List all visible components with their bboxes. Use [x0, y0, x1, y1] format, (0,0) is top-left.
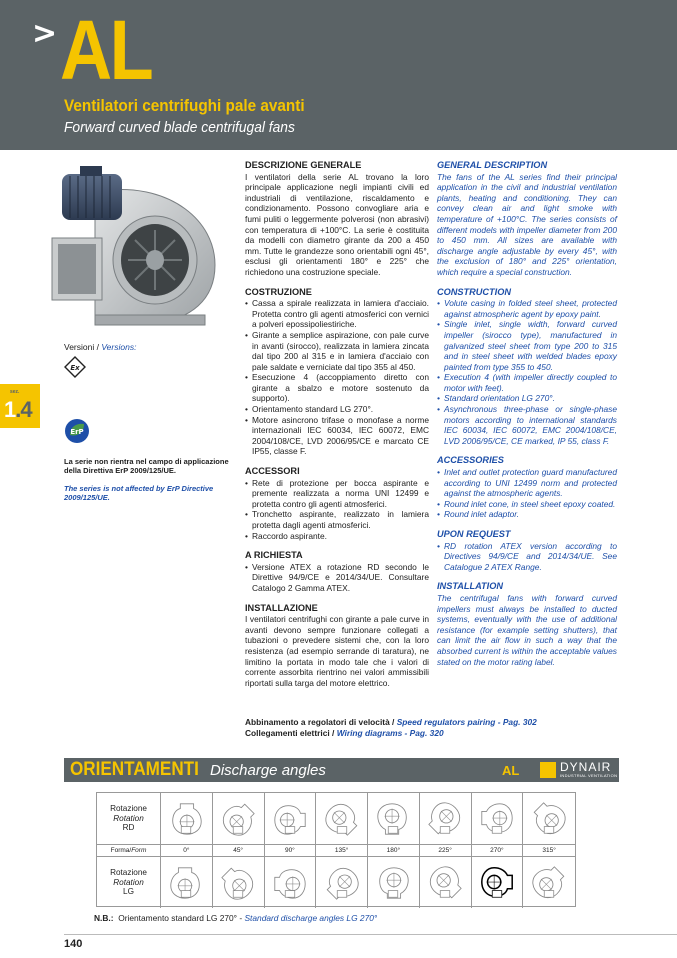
orientation-cell	[265, 793, 317, 844]
paragraph: The fans of the AL series find their principal application in the civil and industrial ventilation plants, heating and conditioning. They can convey clean air and light smoke with temperature of +100°C. The series consists of different models with impeller diameter from 200 to 450 mm. All sizes are available with discharge angle adjustable by every 45°, with the exclusion of 180° and 225° orientation, which require a special construction.	[437, 171, 617, 277]
erp-note-english: The series is not affected by ErP Directive 2009/125/UE.	[64, 484, 214, 502]
section-heading: GENERAL DESCRIPTION	[437, 160, 548, 170]
orientation-cell	[316, 857, 368, 908]
orientation-cell	[420, 793, 472, 844]
italian-construction	[245, 287, 429, 458]
orientations-title-english: Discharge angles	[210, 762, 326, 779]
section-label: sez.	[10, 389, 20, 395]
list-item: • Single inlet, single width, forward curved impeller (sirocco type), manufactured in galvanized steel sheet from type 200 to 315 and in steel sheet with welded blades epoxy painted from type 355 to 450.	[437, 319, 617, 372]
orientations-header	[64, 758, 619, 782]
rotation-rd-row	[97, 793, 575, 845]
paragraph: I ventilatori centrifughi con girante a pale curve in avanti devono sempre funzionare collegati a tubazioni o prevedere sistemi che, con la loro resistenza (ad esempio serrande di taratura), ne limitino la portata in modo tale che i valori di corrente assorbita rientrino nei valori ammissibili riportati sulla targa del motore elettrico.	[245, 614, 429, 688]
angle-label: 135°	[316, 845, 368, 856]
fan-product-photo	[0, 160, 233, 338]
paragraph: I ventilatori della serie AL trovano la loro principale applicazione negli impianti civili ed industriali di ventilazione, riscaldamento e condizionamento. Possono convogliare aria e fumi puliti o leggermente polverosi (non abrasivi) con temperatura di +100°C. La serie è costituita da modelli con diametro girante da 200 a 450 mm. Tutte le grandezze sono orientabili ogni 45°, esclusi gli orientamenti 180° e 225° che richiedono una costruzione speciale.	[245, 171, 429, 277]
fan-orientation-icon	[167, 863, 205, 903]
italian-column	[245, 160, 429, 697]
fan-orientation-icon	[323, 799, 361, 839]
list-item: • Versione ATEX a rotazione RD secondo le Direttive 94/9/CE e 2014/34/UE. Consultare Catalogo 2 Gamma ATEX.	[245, 562, 429, 594]
rotation-lg-row	[97, 857, 575, 908]
angle-label: 45°	[213, 845, 265, 856]
english-installation	[437, 581, 617, 667]
english-column	[437, 160, 617, 676]
title-english: Forward curved blade centrifugal fans	[64, 119, 295, 136]
orientation-cell	[213, 793, 265, 844]
section-heading: ACCESSORIES	[437, 455, 504, 466]
wiring-diagrams-link[interactable]: Collegamenti elettrici / Wiring diagrams - Pag. 320	[245, 728, 444, 738]
versions-label: Versioni / Versions:	[64, 342, 137, 352]
orientation-cell	[161, 857, 213, 908]
fan-orientation-icon	[219, 863, 257, 903]
angle-label: 270°	[472, 845, 524, 856]
fan-orientation-icon	[530, 863, 568, 903]
discharge-angles-table	[96, 792, 576, 907]
dynair-mark-icon	[540, 762, 556, 778]
list-item: • Asynchronous three-phase or single-phase motors according to international standards IEC 60034, IEC 60072, EMC 2004/108/CE, LVD 2006/95/CE, CE marked, IP 55, class F.	[437, 404, 617, 446]
fan-orientation-icon	[426, 863, 464, 903]
list-item: • Esecuzione 4 (accoppiamento diretto con girante a sbalzo e motore sostenuto da supporto).	[245, 372, 429, 404]
fan-orientation-icon	[478, 863, 516, 903]
orientation-cell	[472, 857, 524, 908]
list-item: • Round inlet adaptor.	[437, 509, 617, 520]
list-item: • Rete di protezione per bocca aspirante e premente realizzata a norma UNI 12499 e protetta contro gli agenti atmosferici.	[245, 478, 429, 510]
italian-installation	[245, 603, 429, 689]
fan-orientation-icon	[323, 863, 361, 903]
atex-ex-icon	[64, 356, 86, 378]
list-item: • Motore asincrono trifase o monofase a norme internazionali IEC 60034, IEC 60072, EMC 2004/108/CE, LVD 2006/95/CE e marcato CE IP55, classe F.	[245, 415, 429, 457]
orientations-title-italian: ORIENTAMENTI	[70, 759, 199, 780]
section-heading: COSTRUZIONE	[245, 286, 312, 297]
list-item: • Girante a semplice aspirazione, con pale curve in avanti (sirocco), realizzata in lamiera zincata dal tipo 200 al 315 e in lamiera d'acciaio con pale saldate e verniciate dal tipo 355 al 450.	[245, 330, 429, 372]
english-construction	[437, 287, 617, 447]
list-item: • Standard orientation LG 270°.	[437, 393, 617, 404]
svg-text:Ex: Ex	[70, 364, 80, 372]
title-italian: Ventilatori centrifughi pale avanti	[64, 96, 305, 115]
fan-orientation-icon	[219, 799, 257, 839]
cross-references	[245, 717, 537, 739]
orientation-cell	[265, 857, 317, 908]
orientations-product-code: AL	[502, 763, 520, 778]
fan-orientation-icon	[530, 799, 568, 839]
paragraph: The centrifugal fans with forward curved impellers must always be installed to ducted systems, eventually with the use of additional resistance (for example setting shutters), that can limit the air flow in such a way that the absorbed current is within the acceptable values stated on the motor rating label.	[437, 592, 617, 667]
rotation-lg-label: Rotazione Rotation LG	[97, 857, 161, 908]
orientation-cell	[420, 857, 472, 908]
section-heading: DESCRIZIONE GENERALE	[245, 160, 362, 170]
fan-orientation-icon	[271, 863, 309, 903]
list-item: • Execution 4 (with impeller directly coupled to motor with feet).	[437, 372, 617, 393]
product-code: AL	[60, 3, 152, 97]
list-item: • Cassa a spirale realizzata in lamiera d'acciaio. Protetta contro gli agenti atmosferici con vernici a polveri epossipoliestiriche.	[245, 298, 429, 330]
orientation-cell	[472, 793, 524, 844]
section-heading: ACCESSORI	[245, 466, 300, 477]
angle-label: 180°	[368, 845, 420, 856]
form-label: Forma/Form	[97, 845, 161, 857]
speed-regulators-link[interactable]: Abbinamento a regolatori di velocità / Speed regulators pairing - Pag. 302	[245, 717, 537, 727]
footer-rule	[64, 934, 677, 958]
fan-orientation-icon	[271, 799, 309, 839]
orientation-cell	[213, 857, 265, 908]
footnote: N.B.: Orientamento standard LG 270° - Standard discharge angles LG 270°	[94, 913, 378, 923]
fan-orientation-icon	[374, 799, 412, 839]
list-item: • Orientamento standard LG 270°.	[245, 404, 429, 415]
section-heading: A RICHIESTA	[245, 550, 303, 561]
orientation-cell	[368, 793, 420, 844]
brand-tagline: INDUSTRIAL VENTILATION	[560, 773, 618, 778]
angle-label: 90°	[265, 845, 317, 856]
list-item: • RD rotation ATEX version according to Directives 94/9/CE and 2014/34/UE. See Catalogue 2 ATEX Range.	[437, 541, 617, 573]
english-on-request	[437, 529, 617, 572]
orientation-cell	[368, 857, 420, 908]
angle-label: 315°	[542, 847, 556, 854]
italian-description	[245, 160, 429, 278]
fan-orientation-icon	[426, 799, 464, 839]
orientation-cell	[316, 793, 368, 844]
list-item: • Inlet and outlet protection guard manufactured according to UNI 12499 norm and protected against the atmospheric agents.	[437, 467, 617, 499]
page-header	[0, 0, 677, 150]
section-heading: INSTALLAZIONE	[245, 602, 318, 613]
section-heading: CONSTRUCTION	[437, 286, 512, 297]
english-accessories	[437, 455, 617, 520]
chevron-right-icon: >	[32, 16, 58, 51]
orientation-cell	[161, 793, 213, 844]
section-heading: UPON REQUEST	[437, 529, 511, 539]
italian-accessories	[245, 466, 429, 541]
brand-name: DYNAIR	[560, 760, 612, 774]
list-item: • Raccordo aspirante.	[245, 531, 429, 542]
angle-label: 0°	[161, 845, 213, 856]
svg-text:ErP: ErP	[70, 428, 84, 436]
rotation-rd-label: Rotazione Rotation RD	[97, 793, 161, 844]
list-item: • Round inlet cone, in steel sheet epoxy coated.	[437, 499, 617, 510]
orientation-cell	[523, 857, 575, 908]
angle-label: 225°	[420, 845, 472, 856]
section-heading: INSTALLATION	[437, 581, 504, 592]
italian-on-request	[245, 550, 429, 593]
orientation-cell	[523, 793, 575, 844]
erp-leaf-icon	[64, 418, 90, 444]
list-item: • Volute casing in folded steel sheet, protected against atmospheric agent by epoxy paint.	[437, 298, 617, 319]
list-item: • Tronchetto aspirante, realizzato in lamiera protetta dagli agenti atmosferici.	[245, 509, 429, 530]
english-description	[437, 160, 617, 278]
dynair-logo	[540, 760, 616, 780]
section-tab	[0, 384, 40, 428]
fan-orientation-icon	[167, 799, 205, 839]
erp-note-italian: La serie non rientra nel campo di applicazione della Direttiva ErP 2009/125/UE.	[64, 457, 229, 475]
form-row	[97, 845, 575, 857]
fan-orientation-icon	[374, 863, 412, 903]
fan-orientation-icon	[478, 799, 516, 839]
page-number: 140	[64, 938, 83, 950]
section-number: 1.4	[4, 397, 32, 422]
